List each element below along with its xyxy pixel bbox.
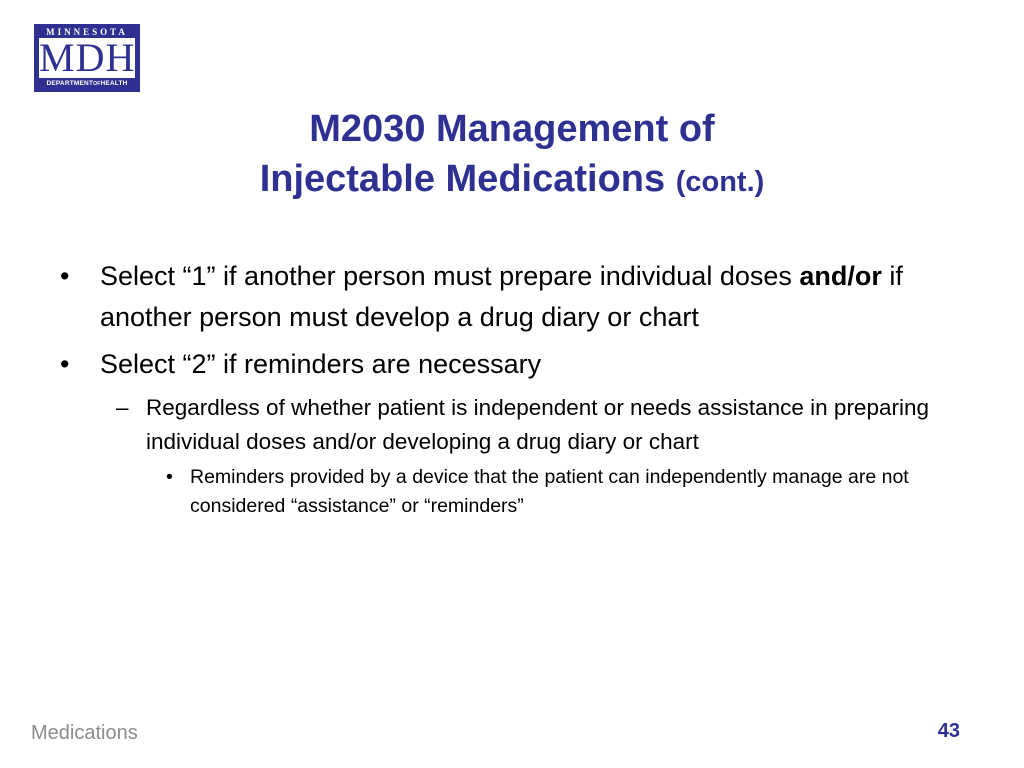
bullet-item-2 <box>60 344 960 385</box>
sub-sub-bullet-1-text: Reminders provided by a device that the patient can independently manage are not considered “assistance” or “reminders” <box>190 466 909 517</box>
bullet-1-text-part-1: Select “1” if another person must prepare individual doses <box>100 261 800 291</box>
logo-bottom-prefix: DEPARTMENT <box>46 80 94 87</box>
bullet-item-1 <box>60 256 960 338</box>
title-suffix: (cont.) <box>675 166 765 198</box>
footer-section-label: Medications <box>31 722 138 744</box>
sub-sub-bullet-item-1 <box>166 463 960 521</box>
logo-top-text: MINNESOTA <box>46 27 128 37</box>
logo-bottom-suffix: HEALTH <box>100 80 128 87</box>
bullet-marker: • <box>166 466 173 488</box>
slide-title <box>0 104 1024 207</box>
bullet-marker: • <box>60 261 70 291</box>
logo-bottom-small: OF <box>93 81 101 87</box>
sub-bullet-item-1 <box>116 391 960 459</box>
dash-marker: – <box>116 395 129 420</box>
bullet-2-text: Select “2” if reminders are necessary <box>100 349 542 379</box>
title-line-2-main: Injectable Medications <box>259 158 666 200</box>
slide-body <box>60 256 960 521</box>
bullet-1-bold-text: and/or <box>799 261 882 291</box>
logo-main-text: MDH <box>39 35 136 80</box>
bullet-1-text-part-2: if another person must develop a drug diary or chart <box>100 261 903 332</box>
mdh-logo <box>34 24 140 92</box>
title-line-2 <box>0 154 1024 207</box>
sub-bullet-1-text: Regardless of whether patient is independent or needs assistance in preparing individual doses and/or developing a drug diary or chart <box>146 395 929 454</box>
page-number: 43 <box>937 720 960 742</box>
logo-bottom-text <box>36 78 138 90</box>
bullet-marker: • <box>60 349 70 379</box>
title-line-1: M2030 Management of <box>309 108 715 150</box>
